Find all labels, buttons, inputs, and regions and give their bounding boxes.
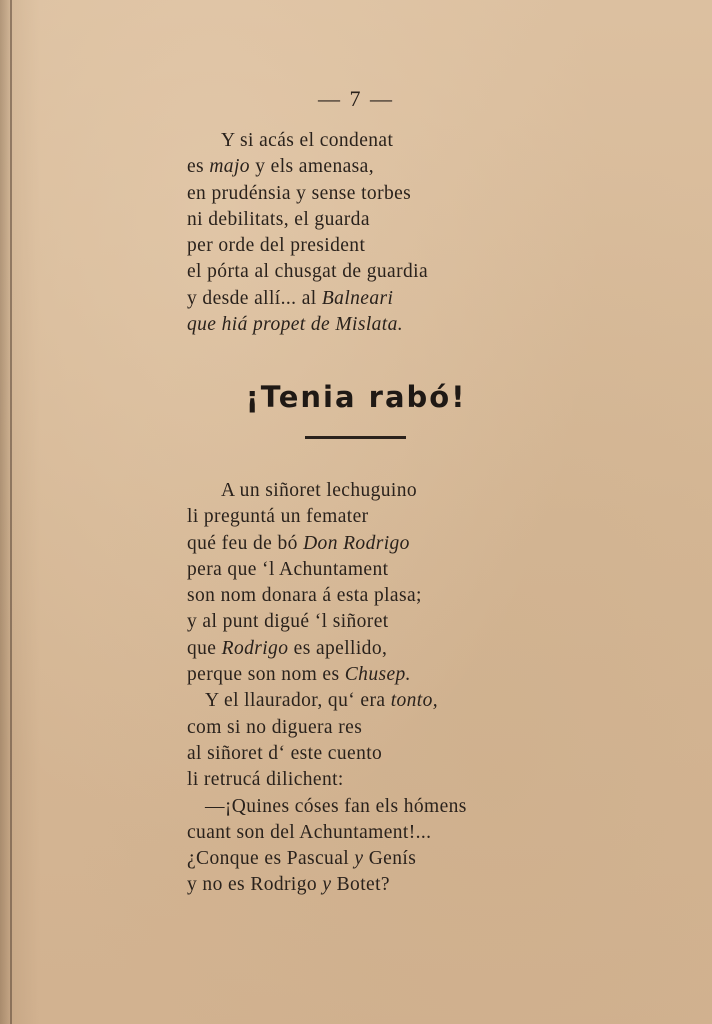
verse-line — [187, 741, 467, 767]
page-number: — 7 — — [318, 86, 394, 111]
verse-italic-text: Chusep. — [344, 664, 411, 686]
verse-text: es — [187, 156, 210, 178]
verse-line — [187, 259, 428, 285]
verse-line — [187, 286, 428, 312]
verse-line — [187, 688, 467, 714]
verse-italic-text: Don Rodrigo — [303, 532, 410, 554]
verse-text: ni debilitats, el guarda — [187, 208, 370, 230]
page-fold-shadow — [0, 0, 10, 1024]
verse-italic-text: Balneari — [321, 287, 394, 309]
stanza-1 — [187, 128, 428, 338]
verse-line — [187, 662, 467, 688]
verse-text: en prudénsia y sense torbes — [187, 182, 412, 204]
verse-line — [187, 609, 467, 635]
verse-italic-text: tonto, — [390, 690, 439, 712]
verse-text: Botet? — [331, 874, 390, 896]
section-title: ¡Tenia rabó! — [245, 380, 467, 414]
verse-line — [187, 312, 428, 338]
verse-text: —¡Quines cóses fan els hómens — [205, 795, 467, 817]
verse-line — [187, 767, 467, 793]
verse-text: li preguntá un femater — [187, 506, 369, 528]
stanza-2 — [187, 478, 467, 899]
verse-line — [187, 846, 467, 872]
verse-line — [187, 872, 467, 898]
verse-text: li retrucá dilichent: — [187, 769, 344, 791]
verse-line — [187, 154, 428, 180]
verse-line — [187, 233, 428, 259]
verse-text: ¿Conque es Pascual — [187, 848, 355, 870]
verse-text: A un siñoret lechuguino — [221, 480, 418, 501]
verse-text: el pórta al chusgat de guardia — [187, 261, 429, 283]
verse-line — [187, 636, 467, 662]
verse-text: Y el llaurador, qu‘ era — [205, 690, 391, 712]
verse-italic-text: y — [354, 848, 364, 870]
verse-line — [187, 128, 428, 154]
verse-line — [187, 715, 467, 741]
verse-text: per orde del president — [187, 235, 366, 257]
verse-italic-text: y — [322, 874, 332, 896]
title-underline-rule — [305, 436, 406, 439]
verse-line — [187, 583, 467, 609]
verse-text: y els amenasa, — [249, 156, 374, 178]
verse-line — [187, 794, 467, 820]
verse-italic-text: que hiá propet de Mislata. — [187, 314, 404, 336]
verse-text: son nom donara á esta plasa; — [187, 585, 422, 607]
verse-text: cuant son del Achuntament!... — [187, 821, 432, 843]
verse-line — [187, 557, 467, 583]
verse-line — [187, 207, 428, 233]
verse-text: pera que ‘l Achuntament — [187, 558, 389, 580]
verse-text: es apellido, — [288, 637, 388, 659]
verse-text: y desde allí... al — [187, 287, 322, 309]
verse-text: y al punt digué ‘l siñoret — [187, 611, 389, 633]
verse-text: Y si acás el condenat — [221, 130, 394, 151]
verse-line — [187, 531, 467, 557]
verse-text: al siñoret d‘ este cuento — [187, 742, 383, 764]
verse-text: que — [187, 637, 222, 659]
verse-italic-text: majo — [209, 156, 250, 178]
verse-text: perque son nom es — [187, 664, 345, 686]
page-edge-line — [10, 0, 12, 1024]
verse-line — [187, 181, 428, 207]
verse-line — [187, 820, 467, 846]
verse-text: qué feu de bó — [187, 532, 304, 554]
verse-line — [187, 504, 467, 530]
verse-text: com si no diguera res — [187, 716, 363, 738]
verse-text: y no es Rodrigo — [187, 874, 323, 896]
verse-text: Genís — [363, 848, 417, 870]
verse-line — [187, 478, 467, 504]
verse-italic-text: Rodrigo — [221, 637, 289, 659]
